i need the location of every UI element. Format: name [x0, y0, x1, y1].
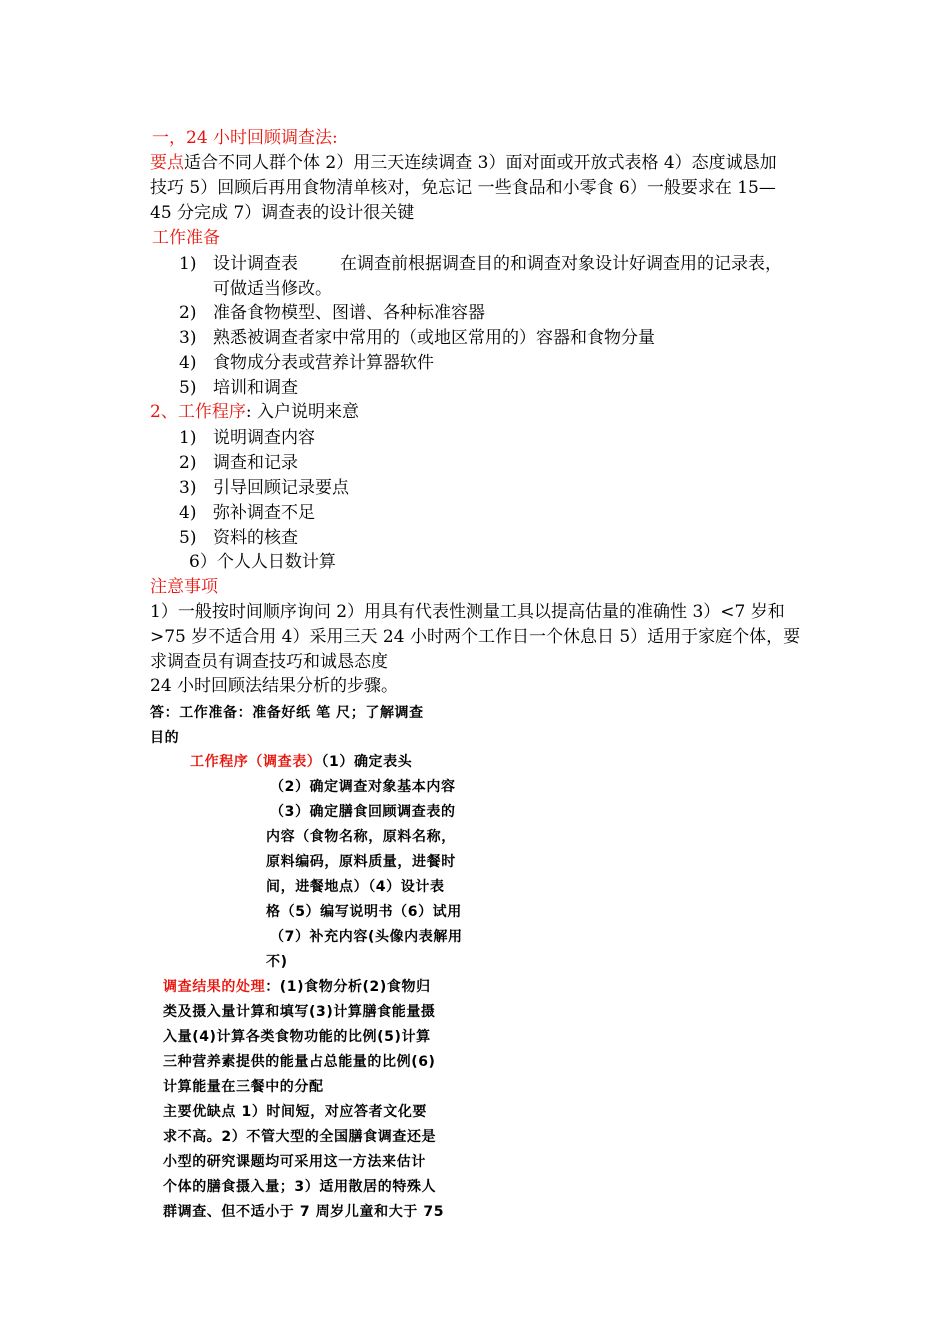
procedure-heading-rest: : 入户说明来意	[245, 402, 359, 422]
prep-item-number: 2)	[179, 303, 197, 323]
prep-item-number: 3)	[179, 328, 197, 348]
key-points-line-3: 45 分完成 7）调查表的设计很关键	[150, 203, 415, 223]
answer-line-1: 答：工作准备：准备好纸 笔 尺；了解调查	[150, 705, 424, 721]
procedure-item-number: 1)	[179, 428, 197, 448]
answer-procedure-line: 不)	[266, 954, 288, 970]
pros-cons-line: 小型的研究课题均可采用这一方法来估计	[163, 1154, 426, 1170]
answer-line-2: 目的	[150, 730, 180, 746]
section-heading-24h-recall: 一，24 小时回顾调查法:	[152, 128, 338, 148]
result-processing-label: 调查结果的处理	[163, 979, 266, 995]
procedure-item	[179, 526, 298, 550]
procedure-item-number: 3)	[179, 478, 197, 498]
prep-item	[179, 301, 485, 325]
key-points-line-1	[150, 151, 777, 175]
prep-item-text: 食物成分表或营养计算器软件	[213, 353, 434, 373]
prep-item-text: 准备食物模型、图谱、各种标准容器	[213, 303, 485, 323]
procedure-item-text: 资料的核查	[213, 528, 298, 548]
prep-item-number: 4)	[179, 353, 197, 373]
key-points-label: 要点	[150, 153, 184, 173]
prep-item	[179, 351, 434, 375]
answer-procedure-line: （2）确定调查对象基本内容	[270, 779, 456, 795]
answer-procedure-line: 内容（食物名称，原料名称，	[266, 829, 456, 845]
result-processing-line: 类及摄入量计算和填写(3)计算膳食能量摄	[163, 1004, 436, 1020]
answer-procedure-line: 原料编码，原料质量，进餐时	[266, 854, 456, 870]
key-points-line-2: 技巧 5）回顾后再用食物清单核对，免忘记 一些食品和小零食 6）一般要求在 15—	[150, 178, 776, 198]
answer-procedure-line: 格（5）编写说明书（6）试用	[266, 904, 462, 920]
prep-item-continuation: 可做适当修改。	[213, 279, 332, 299]
procedure-item	[179, 426, 315, 450]
procedure-item	[179, 501, 315, 525]
procedure-item	[179, 476, 349, 500]
answer-procedure-rest: （1）确定表头	[321, 754, 413, 770]
pros-cons-line: 主要优缺点 1）时间短，对应答者文化要	[163, 1104, 428, 1120]
notes-heading: 注意事项	[150, 577, 218, 597]
procedure-heading: 2、工作程序	[150, 402, 246, 422]
procedure-item	[179, 451, 298, 475]
answer-procedure-label: 工作程序（调查表）	[190, 754, 322, 770]
procedure-item-number: 5)	[179, 528, 197, 548]
prep-item	[179, 376, 298, 400]
key-points-text-1: 适合不同人群个体 2）用三天连续调查 3）面对面或开放式表格 4）态度诚恳加	[184, 153, 777, 173]
prep-item-number: 5)	[179, 378, 197, 398]
result-processing-line: 计算能量在三餐中的分配	[163, 1079, 324, 1095]
answer-procedure-line: （3）确定膳食回顾调查表的	[270, 804, 456, 820]
pros-cons-line: 个体的膳食摄入量；3）适用散居的特殊人	[163, 1179, 437, 1195]
result-processing-line	[163, 975, 431, 999]
prep-item-extra: 在调查前根据调查目的和调查对象设计好调查用的记录表，	[340, 254, 782, 274]
procedure-item-6: 6）个人人日数计算	[189, 552, 336, 572]
procedure-item-number: 2)	[179, 453, 197, 473]
notes-line-2: >75 岁不适合用 4）采用三天 24 小时两个工作日一个休息日 5）适用于家庭个体，要	[150, 627, 801, 647]
procedure-heading-line	[150, 400, 359, 424]
pros-cons-line: 求不高。2）不管大型的全国膳食调查还是	[163, 1129, 437, 1145]
prep-item-text: 设计调查表	[213, 254, 298, 274]
answer-procedure-line: （7）补充内容(头像内表解用	[270, 929, 463, 945]
prep-item-number: 1)	[179, 254, 197, 274]
prep-item-text: 培训和调查	[213, 378, 298, 398]
prep-item-text: 熟悉被调查者家中常用的（或地区常用的）容器和食物分量	[213, 328, 655, 348]
answer-procedure-line	[190, 750, 412, 774]
result-processing-line: 三种营养素提供的能量占总能量的比例(6)	[163, 1054, 436, 1070]
procedure-item-text: 弥补调查不足	[213, 503, 315, 523]
procedure-item-text: 引导回顾记录要点	[213, 478, 349, 498]
analysis-steps-title: 24 小时回顾法结果分析的步骤。	[150, 676, 399, 696]
answer-procedure-line: 间，进餐地点）（4）设计表	[266, 879, 445, 895]
pros-cons-line: 群调查、但不适小于 7 周岁儿童和大于 75	[163, 1204, 445, 1220]
notes-line-1: 1）一般按时间顺序询问 2）用具有代表性测量工具以提高估量的准确性 3）<7 岁和	[150, 602, 785, 622]
procedure-item-text: 调查和记录	[213, 453, 298, 473]
prep-item	[179, 252, 782, 276]
procedure-item-number: 4)	[179, 503, 197, 523]
procedure-item-text: 说明调查内容	[213, 428, 315, 448]
notes-line-3: 求调查员有调查技巧和诚恳态度	[150, 652, 388, 672]
prep-item	[179, 326, 655, 350]
prep-heading: 工作准备	[152, 228, 220, 248]
result-processing-rest: ：(1)食物分析(2)食物归	[265, 979, 431, 995]
result-processing-line: 入量(4)计算各类食物功能的比例(5)计算	[163, 1029, 431, 1045]
